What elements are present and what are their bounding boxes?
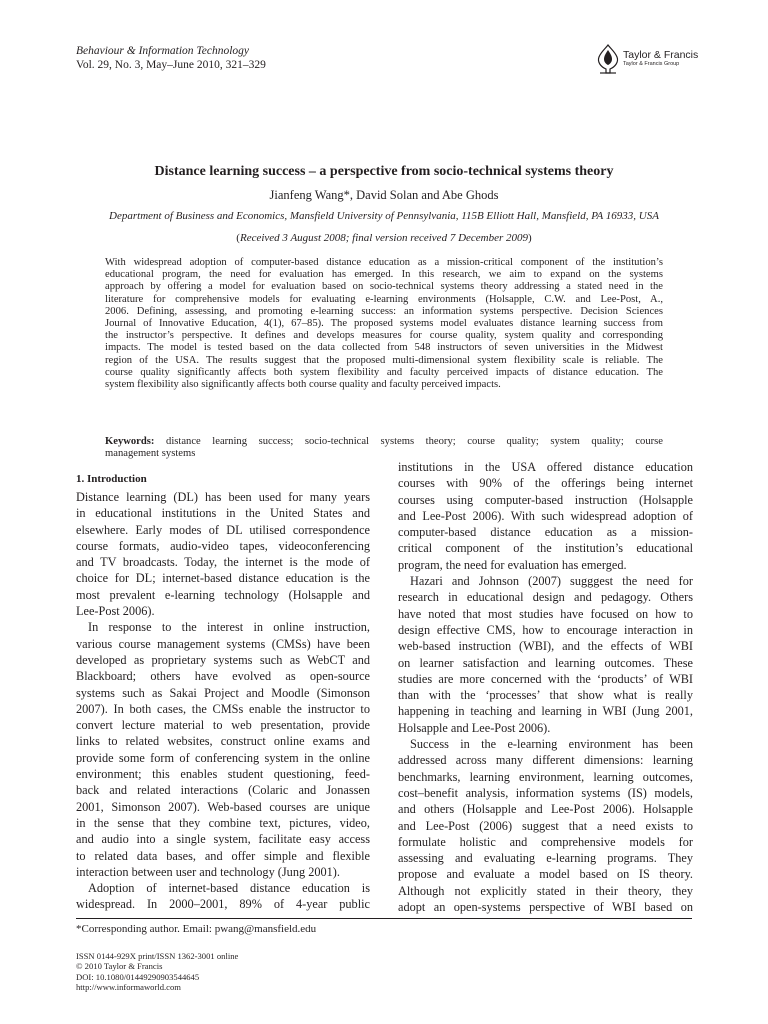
article-title: Distance learning success – a perspective from socio-technical systems theory <box>154 164 614 179</box>
volume-info: Vol. 29, No. 3, May–June 2010, 321–329 <box>76 59 266 71</box>
publisher-group: Taylor & Francis Group <box>623 61 680 67</box>
body-line: design effective CMS, how to encourage interaction in <box>398 622 693 637</box>
body-line: Blackboard; others have evolved as open-source <box>76 669 370 684</box>
body-line: addressed across many different dimensions: learning <box>398 753 693 768</box>
body-line: program, the need for evaluation has emerged. <box>398 557 627 572</box>
body-line: convert lecture material to web presentation, provide <box>76 718 370 733</box>
body-line: than with the ‘processes’ that show what is really <box>398 688 693 703</box>
body-line: on learner satisfaction and learning outcomes. These <box>398 655 693 670</box>
body-line: web-based instruction (WBI), and the effects of WBI <box>398 639 693 654</box>
abstract-line: Journal of Innovative Education, 4(1), 67–85). The proposed systems model evaluates distance learning success from <box>105 318 663 330</box>
body-line: formulate holistic and comprehensive models for <box>398 834 693 849</box>
publisher-name: Taylor & Francis <box>623 49 699 61</box>
abstract-line: 2006. Defining, assessing, and promoting e-learning success: an information systems perspective. Decision Sciences <box>105 305 663 317</box>
body-line: most prevalent e-learning technology (Holsapple and <box>76 587 370 602</box>
body-line: in the sense that they combine text, pictures, video, <box>76 815 370 830</box>
received-text: Received 3 August 2008; final version received 7 December 2009 <box>239 232 529 244</box>
body-line: Hazari and Johnson (2007) sugggest the need for <box>410 574 693 589</box>
abstract <box>105 257 663 391</box>
abstract-line: impacts. The model is tested based on the data collected from 548 instructors of seven universities in the Midwest <box>105 342 663 354</box>
body-line: Success in the e-learning environment has been <box>410 737 693 752</box>
body-line: systems such as Sakai Project and Moodle (Simonson <box>76 685 370 700</box>
abstract-line: literature for comprehensive models for evaluating e-learning environments (Holsapple, C.W. and Lee-Post, A., <box>105 293 663 305</box>
publisher-emblem-icon <box>595 44 621 74</box>
received-dates <box>0 231 768 245</box>
body-line: computer-based distance education as a mission- <box>398 525 693 540</box>
body-line: choice for DL; internet-based distance education is the <box>76 571 370 586</box>
abstract-line: system flexibility also significantly affects both course quality and faculty perceived impacts. <box>105 379 501 391</box>
body-line: and others (Holsapple and Lee-Post 2006). Holsapple <box>398 802 693 817</box>
body-line: Distance learning (DL) has been used for many years <box>76 490 370 504</box>
body-line: links to related websites, construct online exams and <box>76 734 370 749</box>
body-line: elsewhere. Early modes of DL utilised correspondence <box>76 522 370 537</box>
publisher-logo <box>595 44 699 74</box>
body-line: various course management systems (CMSs) have been <box>76 636 370 651</box>
body-line: propose and evaluate a model based on IS theory. <box>398 867 693 882</box>
keywords-label: Keywords: <box>105 436 155 447</box>
body-line: in educational institutions in the United States and <box>76 506 370 521</box>
keywords-line: management systems <box>105 448 196 460</box>
body-line: provide some form of conferencing system in the online <box>76 750 370 765</box>
abstract-line: educational program, the need for evaluation has emerged. In this research, we aim to expand on the systems <box>105 269 663 281</box>
keywords <box>105 436 663 460</box>
body-line: benchmarks, learning environment, learning outcomes, <box>398 769 693 784</box>
body-line: Adoption of internet-based distance education is <box>88 881 370 896</box>
left-column <box>76 489 370 913</box>
body-line: 2001, Simonson 2007). Web-based courses are unique <box>76 799 370 814</box>
body-line: environment; this enables student questioning, feed- <box>76 767 370 782</box>
abstract-line: region of the USA. The results suggest that the proposed multi-dimensional system flexibility scale is reliable. The <box>105 354 663 366</box>
body-line: and audio into a single system, facilitate easy access <box>76 832 370 847</box>
received-close: ) <box>528 232 532 244</box>
article-authors: Jianfeng Wang*, David Solan and Abe Ghods <box>269 188 499 202</box>
doi: DOI: 10.1080/01449290903544645 <box>76 971 200 982</box>
body-line: interaction between user and technology (Jung 2001). <box>76 864 340 879</box>
body-line: Lee-Post 2006). <box>76 604 155 619</box>
journal-header <box>76 44 266 72</box>
body-line: and TV broadcasts. Today, the internet is the mode of <box>76 555 370 570</box>
keywords-line <box>105 436 663 448</box>
body-line: course formats, audio-video tapes, videoconferencing <box>76 538 370 553</box>
body-line: institutions in the USA offered distance education <box>398 460 693 474</box>
body-line: have noted that most studies have focused on how to <box>398 606 693 621</box>
section-heading: 1. Introduction <box>76 473 147 485</box>
body-line: studies are more concerned with the ‘products’ of WBI <box>398 671 693 686</box>
footnote-rule <box>76 918 692 919</box>
journal-name: Behaviour & Information Technology <box>76 45 250 57</box>
body-line: Although not explicitly stated in their theory, they <box>398 883 693 898</box>
author-affiliation: Department of Business and Economics, Mansfield University of Pennsylvania, 115B Elliott Hall, Mansfield, PA 16933, USA <box>109 210 659 222</box>
body-line: and Lee-Post (2006) suggest that a need exists to <box>398 818 693 833</box>
right-column <box>398 459 693 915</box>
body-line: In response to the interest in online instruction, <box>88 620 370 635</box>
body-line: critical component of the institution’s educational <box>398 541 693 556</box>
publication-info <box>76 951 238 993</box>
keywords-text: distance learning success; socio-technical systems theory; course quality; system quality; course <box>166 436 663 447</box>
body-line: widespread. In 2000–2001, 89% of 4-year public <box>76 897 370 912</box>
body-line: courses using computer-based instruction (Holsapple <box>398 492 693 507</box>
received-open: ( <box>236 232 240 244</box>
body-line: Holsapple and Lee-Post 2006). <box>398 720 551 735</box>
abstract-line: With widespread adoption of computer-based distance education as a mission-critical component of the institution’s <box>105 257 663 268</box>
abstract-line: course quality significantly affects both system flexibility and faculty perceived impacts of distance education. The <box>105 366 663 378</box>
body-line: to related data bases, and offer simple and flexible <box>76 848 370 863</box>
publisher-url[interactable]: http://www.informaworld.com <box>76 982 181 993</box>
corresponding-author: *Corresponding author. Email: pwang@mansfield.edu <box>76 923 317 935</box>
abstract-line: the instructor’s perspective. It defines and develops measures for course quality, system quality and corresponding <box>105 330 663 342</box>
body-line: 2007). In both cases, the CMSs enable the instructor to <box>76 701 370 716</box>
body-line: developed as proprietary systems such as WebCT and <box>76 652 370 667</box>
body-line: cost–benefit analysis, information systems (IS) models, <box>398 785 693 800</box>
issn: ISSN 0144-929X print/ISSN 1362-3001 online <box>76 951 239 961</box>
body-line: and Lee-Post 2006). With such widespread adoption of <box>398 508 693 523</box>
copyright: © 2010 Taylor & Francis <box>76 961 163 972</box>
body-line: courses with 90% of the offerings being internet <box>398 476 693 491</box>
body-line: assessing and evaluating e-learning programs. They <box>398 851 693 866</box>
body-line: happening in teaching and learning in WBI (Jung 2001, <box>398 704 693 719</box>
body-line: back and related interactions (Colaric and Jonassen <box>76 783 370 798</box>
body-line: research in educational design and pedagogy. Others <box>398 590 693 605</box>
abstract-line: approach by offering a model for evaluation based on socio-technical systems theory addressing a stated need in the <box>105 281 663 293</box>
body-line: adopt an open-systems perspective of WBI based on <box>398 900 693 915</box>
